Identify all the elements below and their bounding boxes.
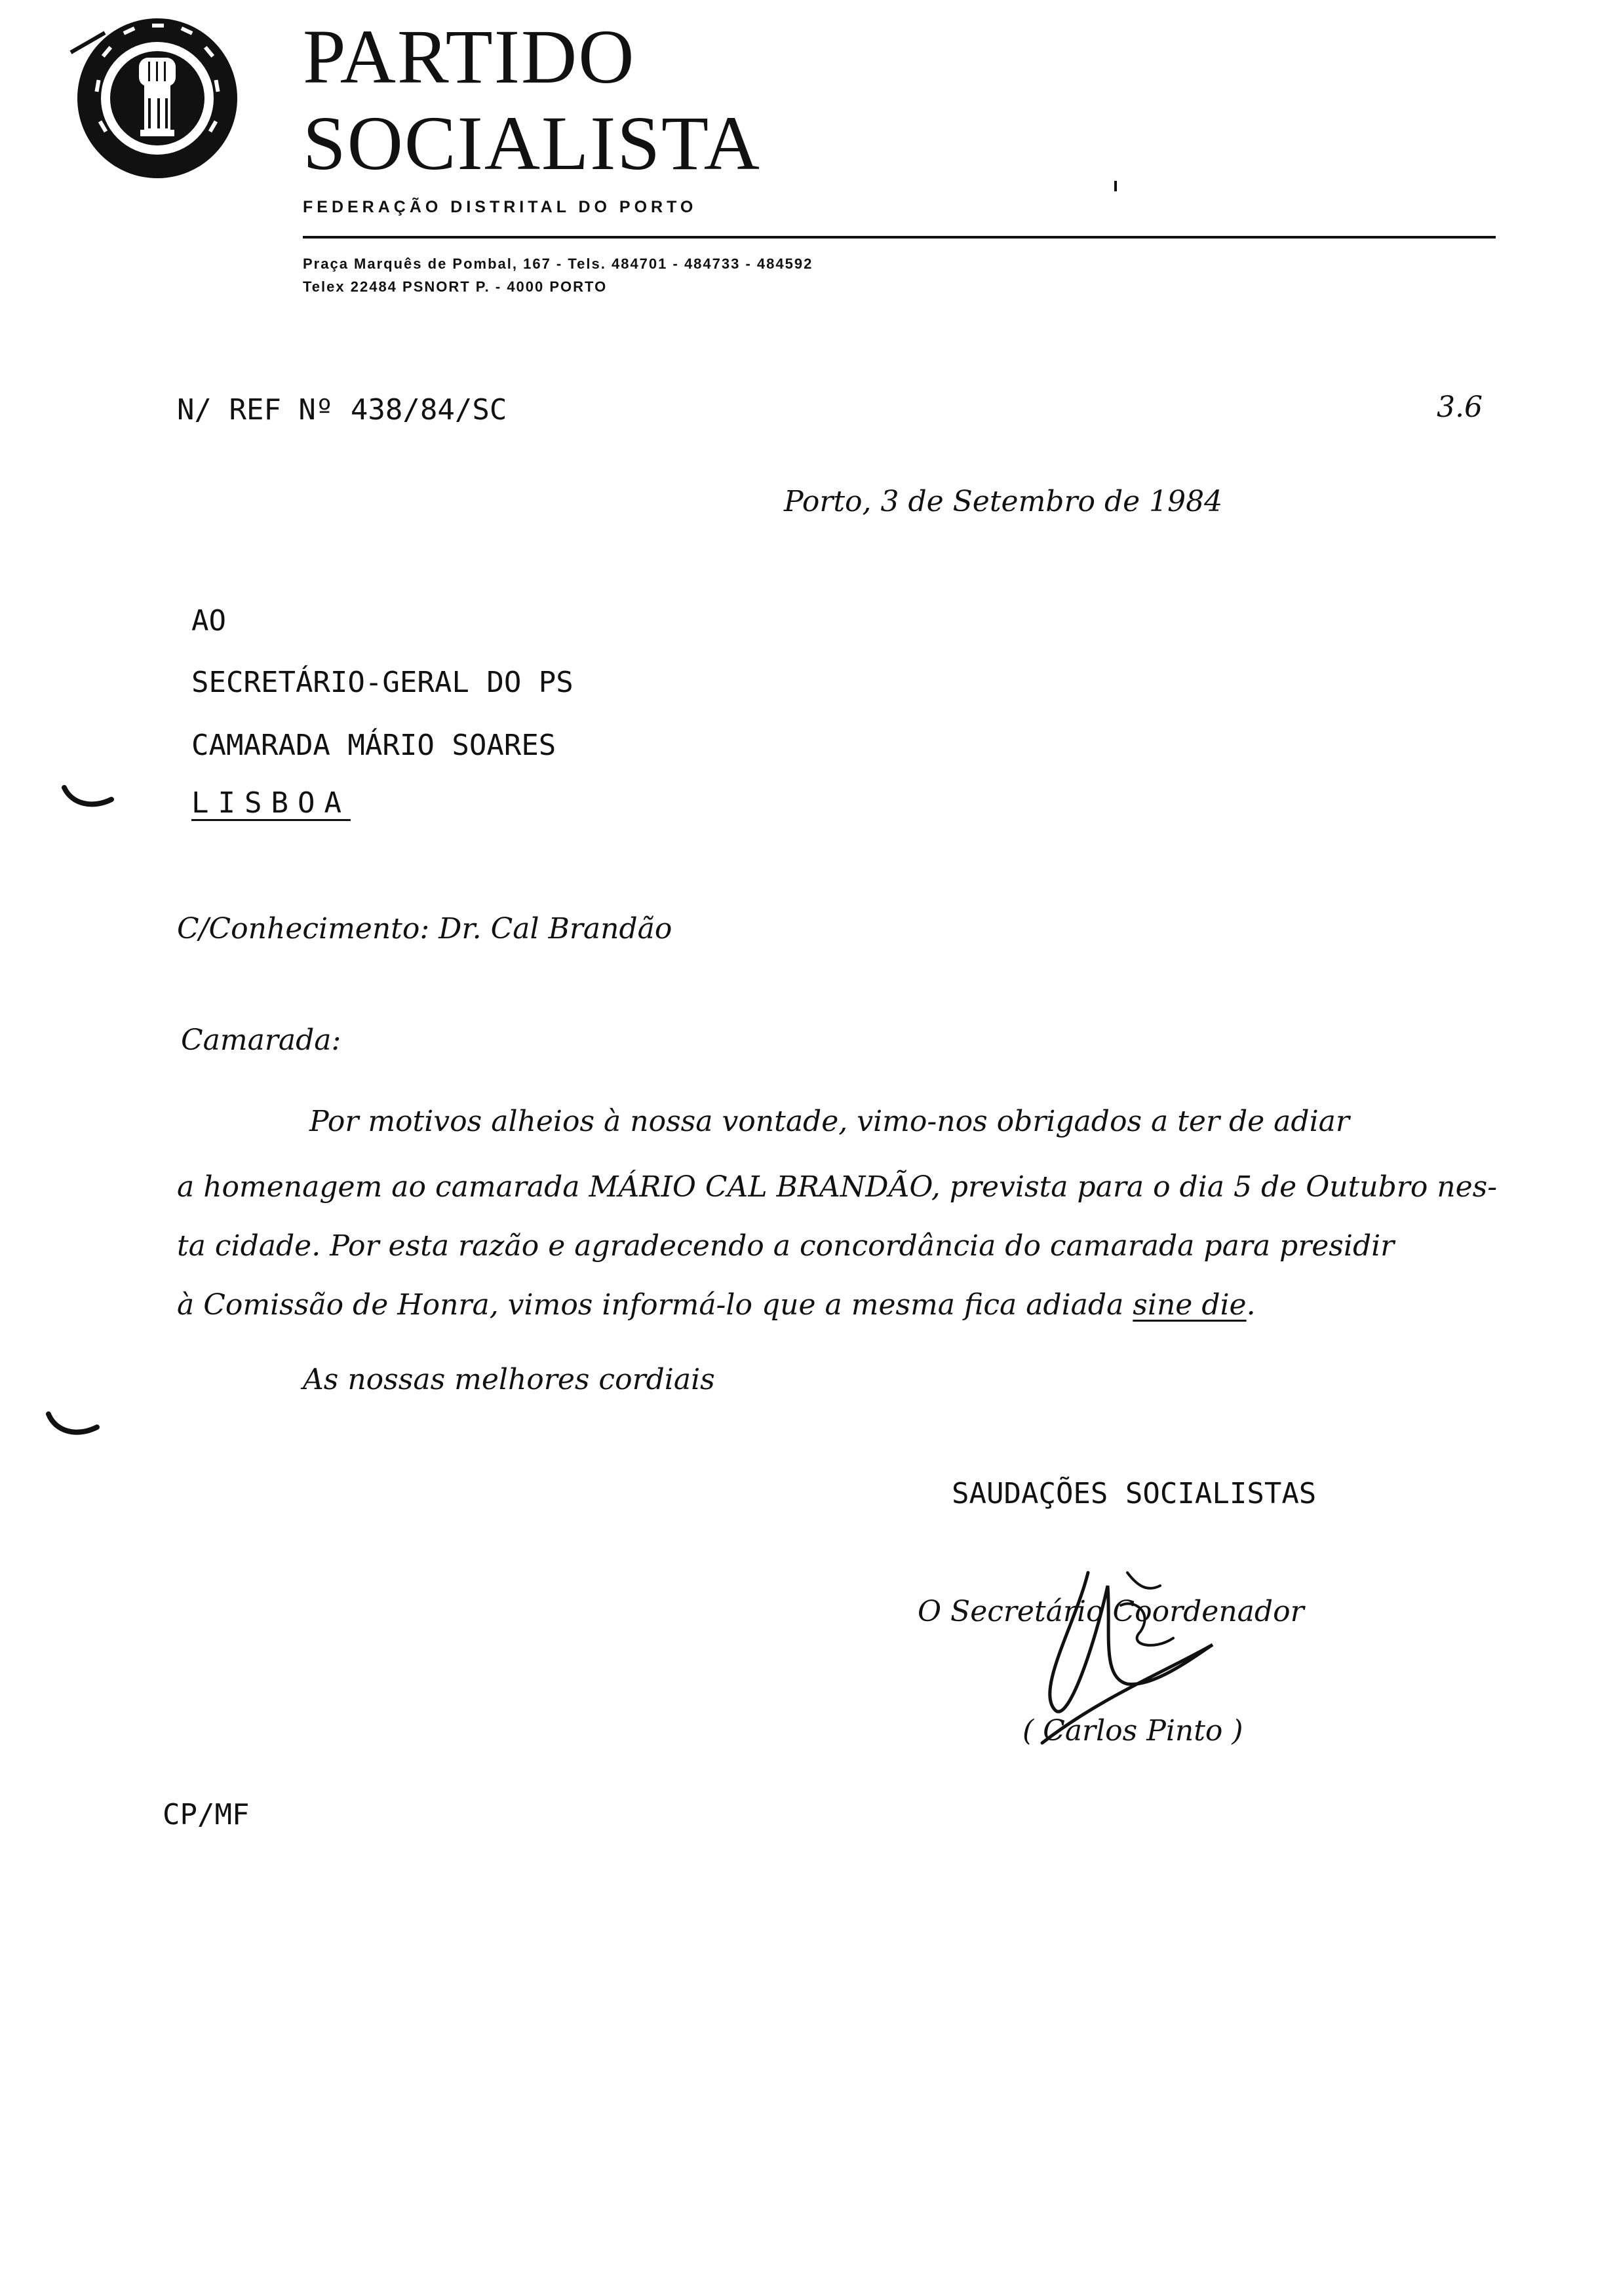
margin-mark [59, 780, 118, 813]
address-line2: Telex 22484 PSNORT P. - 4000 PORTO [303, 278, 608, 295]
cc-line: C/Conhecimento: Dr. Cal Brandão [177, 912, 672, 946]
org-name-line2: SOCIALISTA [303, 100, 761, 186]
typist-initials: CP/MF [163, 1798, 250, 1831]
federation-label: FEDERAÇÃO DISTRITAL DO PORTO [303, 198, 697, 216]
header-divider [303, 236, 1496, 239]
margin-mark [43, 1409, 102, 1442]
body-emphasis: sine die [1133, 1288, 1247, 1322]
saudacoes: SAUDAÇÕES SOCIALISTAS [952, 1477, 1317, 1510]
recipient-line1: AO [191, 604, 226, 638]
stray-mark [1114, 181, 1117, 191]
reference-number: N/ REF Nº 438/84/SC [177, 393, 507, 427]
body-line: a homenagem ao camarada MÁRIO CAL BRANDÃO, prevista para o dia 5 de Outubro nes- [177, 1170, 1498, 1204]
body-line: ta cidade. Por esta razão e agradecendo a concordância do camarada para presidir [177, 1229, 1395, 1263]
recipient-line3: CAMARADA MÁRIO SOARES [191, 729, 556, 762]
signatory-name: ( Carlos Pinto ) [1022, 1714, 1243, 1748]
handwritten-signature [996, 1546, 1245, 1763]
body-line4-start: à Comissão de Honra, vimos informá-lo que a mesma fica adiada [177, 1288, 1133, 1322]
party-logo [66, 7, 249, 183]
body-line: Por motivos alheios à nossa vontade, vimo-nos obrigados a ter de adiar [309, 1105, 1350, 1138]
recipient-city: LISBOA [191, 786, 351, 820]
address-line1: Praça Marquês de Pombal, 167 - Tels. 484701 - 484733 - 484592 [303, 256, 813, 272]
letter-date: Porto, 3 de Setembro de 1984 [784, 485, 1223, 518]
org-name-line1: PARTIDO [303, 14, 636, 100]
body-line [177, 1288, 1256, 1322]
body-line4-end: . [1246, 1288, 1256, 1322]
salutation: Camarada: [181, 1024, 341, 1057]
recipient-line2: SECRETÁRIO-GERAL DO PS [191, 666, 574, 699]
closing-line: As nossas melhores cordiais [303, 1363, 715, 1396]
signatory-title: O Secretário Coordenador [918, 1595, 1304, 1628]
folio-note: 3.6 [1437, 391, 1483, 424]
